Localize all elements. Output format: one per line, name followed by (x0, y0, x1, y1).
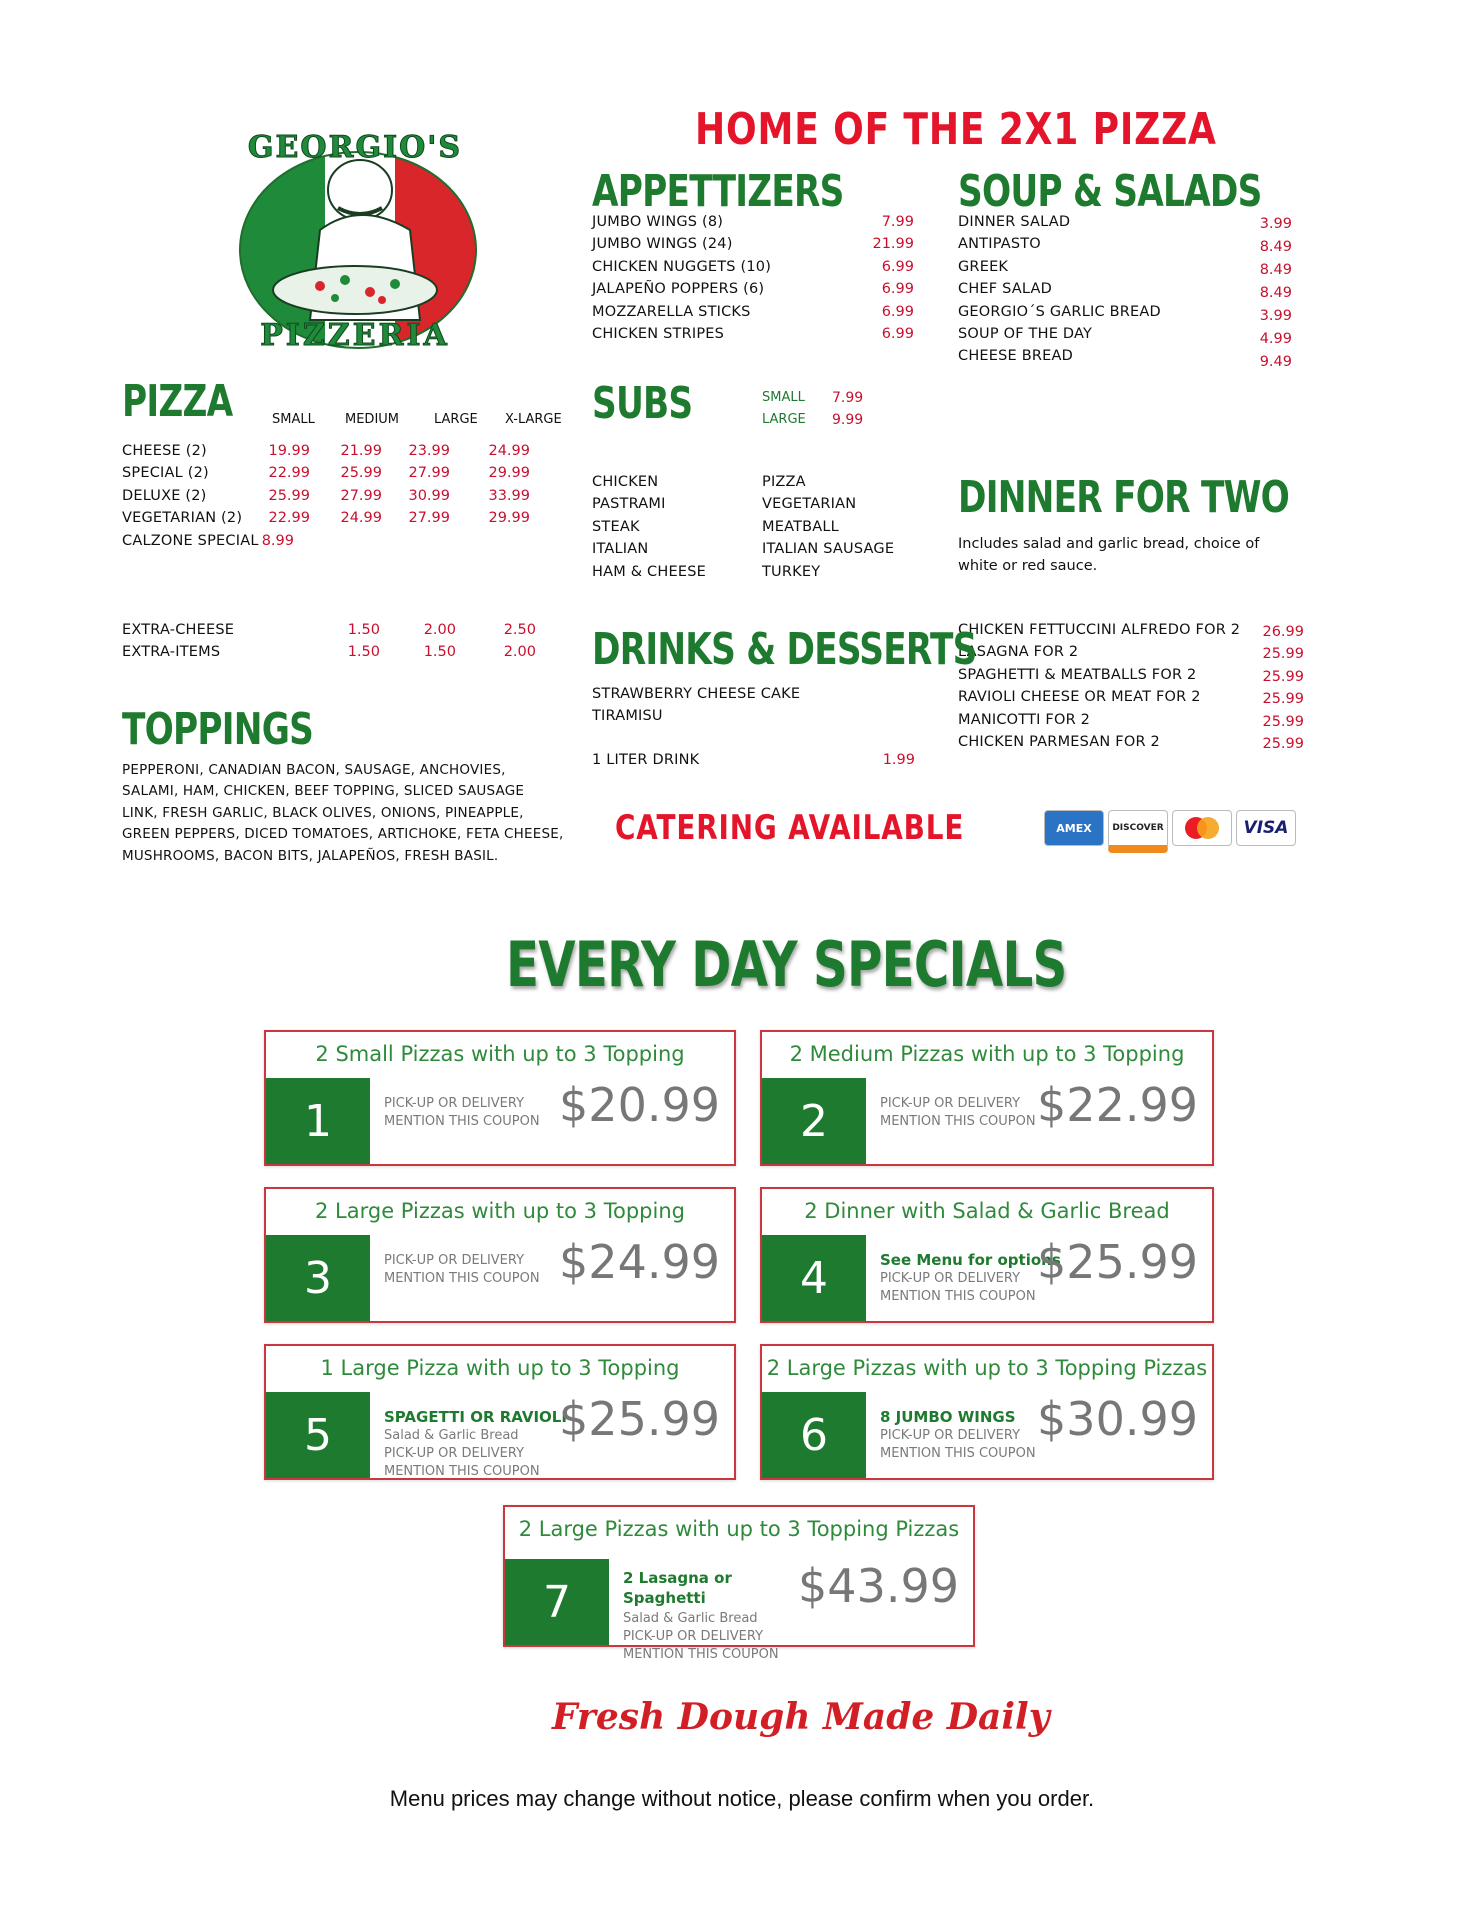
soup-name: CHEF SALAD (958, 281, 1053, 298)
subs-large-label: LARGE (762, 412, 806, 427)
coupon-number: 4 (762, 1235, 866, 1321)
coupon-5 (264, 1344, 736, 1480)
coupon-line-2: MENTION THIS COUPON (880, 1114, 1036, 1129)
dinner-title: DINNER FOR TWO (958, 472, 1290, 523)
toppings-title: TOPPINGS (122, 704, 314, 755)
pizza-name: CHEESE (2) (122, 443, 207, 459)
appetizer-price: 7.99 (881, 214, 914, 230)
coupon-line-1: PICK-UP OR DELIVERY (384, 1446, 525, 1461)
toppings-line: MUSHROOMS, BACON BITS, JALAPEÑOS, FRESH BASIL. (122, 847, 499, 864)
coupon-title: 2 Large Pizzas with up to 3 Topping (315, 1199, 685, 1223)
pizza-price: 25.99 (268, 487, 310, 504)
soup-name: ANTIPASTO (958, 236, 1041, 253)
coupon-extra: SPAGETTI OR RAVIOLI (384, 1408, 567, 1426)
appetizer-price: 6.99 (881, 326, 914, 342)
extra-price: 1.50 (423, 644, 456, 661)
coupon-2 (760, 1030, 1214, 1166)
pizza-name: SPECIAL (2) (122, 465, 209, 482)
coupon-price: $30.99 (1037, 1392, 1198, 1446)
coupon-line-2: MENTION THIS COUPON (384, 1271, 540, 1286)
coupon-7 (503, 1505, 975, 1662)
specials-title: EVERY DAY SPECIALS (506, 928, 1067, 1001)
appetizer-price: 21.99 (872, 236, 914, 253)
sub-item: VEGETARIAN (762, 496, 857, 513)
coupon-title: 2 Small Pizzas with up to 3 Topping (315, 1042, 685, 1066)
coupon-extra: 8 JUMBO WINGS (880, 1408, 1016, 1426)
banner-title: HOME OF THE 2X1 PIZZA (695, 104, 1217, 155)
sub-item: CHICKEN (592, 474, 659, 490)
pizza-size-header: MEDIUM (345, 412, 400, 427)
toppings-line: PEPPERONI, CANADIAN BACON, SAUSAGE, ANCHOVIES, (122, 762, 506, 778)
amex-card-icon: AMEX (1044, 810, 1104, 846)
visa-card-icon: VISA (1236, 810, 1296, 846)
mastercard-card-icon (1172, 810, 1232, 846)
coupon-title: 2 Medium Pizzas with up to 3 Topping (789, 1042, 1185, 1066)
coupon-4 (760, 1187, 1214, 1323)
appetizer-name: JALAPEÑO POPPERS (6) (592, 281, 765, 298)
soup-price: 4.99 (1259, 331, 1292, 347)
coupon-line-2: MENTION THIS COUPON (384, 1464, 540, 1479)
dinner-item-name: LASAGNA FOR 2 (958, 644, 1079, 661)
coupon-line-1: PICK-UP OR DELIVERY (880, 1271, 1021, 1286)
soup-price: 8.49 (1259, 285, 1292, 301)
coupon-number: 6 (762, 1392, 866, 1478)
catering-available: CATERING AVAILABLE (615, 808, 965, 848)
logo-top-text: GEORGIO'S (247, 130, 463, 165)
dinner-item-name: CHICKEN PARMESAN FOR 2 (958, 734, 1160, 750)
appetizer-name: CHICKEN STRIPES (592, 326, 725, 342)
dinner-item-name: CHICKEN FETTUCCINI ALFREDO FOR 2 (958, 622, 1241, 638)
coupon-number: 2 (762, 1078, 866, 1164)
sub-item: STEAK (592, 518, 640, 535)
coupon-extra-2: Spaghetti (623, 1589, 706, 1607)
pizza-title: PIZZA (122, 376, 233, 427)
soups-title: SOUP & SALADS (958, 166, 1262, 217)
pizza-price: 25.99 (340, 465, 382, 482)
coupon-line-1: PICK-UP OR DELIVERY (623, 1629, 764, 1644)
pizza-price: 27.99 (340, 487, 382, 504)
appetizer-name: JUMBO WINGS (24) (592, 236, 733, 253)
coupon-sub: Salad & Garlic Bread (623, 1611, 758, 1626)
extra-price: 2.50 (503, 622, 536, 638)
pizza-name: VEGETARIAN (2) (122, 510, 243, 527)
pizza-price: 22.99 (268, 510, 310, 527)
appetizer-price: 6.99 (881, 303, 914, 320)
coupon-6 (760, 1344, 1214, 1480)
appetizer-name: MOZZARELLA STICKS (592, 303, 751, 320)
toppings-line: LINK, FRESH GARLIC, BLACK OLIVES, ONIONS, PINEAPPLE, (122, 804, 524, 821)
coupon-number: 3 (266, 1235, 370, 1321)
subs-small-price: 7.99 (832, 390, 864, 406)
pizza-price: 27.99 (408, 465, 450, 482)
appetizer-name: JUMBO WINGS (8) (592, 214, 724, 230)
pizza-name: DELUXE (2) (122, 487, 207, 504)
coupon-line-2: MENTION THIS COUPON (880, 1289, 1036, 1304)
dinner-item-price: 25.99 (1262, 713, 1304, 730)
tagline: Fresh Dough Made Daily (552, 1696, 1050, 1738)
pizza-size-header: LARGE (434, 412, 478, 427)
dinner-desc-2: white or red sauce. (958, 558, 1098, 574)
toppings-line: SALAMI, HAM, CHICKEN, BEEF TOPPING, SLICED SAUSAGE (122, 783, 525, 800)
drink-name: 1 LITER DRINK (592, 752, 700, 768)
sub-item: HAM & CHEESE (592, 563, 706, 580)
appetizers-title: APPETTIZERS (592, 166, 844, 217)
extra-name: EXTRA-ITEMS (122, 644, 221, 661)
extra-price: 2.00 (423, 622, 456, 638)
coupon-1 (264, 1030, 736, 1166)
toppings-line: GREEN PEPPERS, DICED TOMATOES, ARTICHOKE, FETA CHEESE, (122, 826, 564, 843)
sub-item: ITALIAN (592, 541, 649, 558)
coupon-line-2: MENTION THIS COUPON (384, 1114, 540, 1129)
subs-large-price: 9.99 (832, 412, 864, 428)
pizza-price: 22.99 (268, 465, 310, 482)
coupon-number: 1 (266, 1078, 370, 1164)
dinner-item-price: 25.99 (1262, 646, 1304, 663)
pizza-size-header: X-LARGE (505, 412, 562, 427)
soup-name: GREEK (958, 258, 1009, 275)
soup-name: SOUP OF THE DAY (958, 326, 1093, 342)
coupon-line-2: MENTION THIS COUPON (623, 1647, 779, 1662)
dinner-desc-1: Includes salad and garlic bread, choice of (958, 536, 1260, 552)
pizza-price: 24.99 (340, 510, 382, 527)
discover-card-icon: DISCOVER (1108, 810, 1168, 853)
drink-price: 1.99 (882, 752, 915, 768)
coupon-price: $20.99 (559, 1078, 720, 1132)
coupon-line-2: MENTION THIS COUPON (880, 1446, 1036, 1461)
logo-bottom-text: PIZZERIA (260, 318, 450, 353)
pizza-price: 21.99 (340, 443, 382, 459)
dessert-item: STRAWBERRY CHEESE CAKE (592, 686, 801, 702)
soup-price: 8.49 (1259, 239, 1292, 255)
sub-item: ITALIAN SAUSAGE (762, 541, 895, 558)
soup-price: 3.99 (1259, 308, 1292, 324)
coupon-price: $24.99 (559, 1235, 720, 1289)
subs-small-label: SMALL (762, 390, 805, 405)
sub-item: MEATBALL (762, 518, 839, 535)
pizza-price: 23.99 (408, 443, 450, 459)
coupon-extra: See Menu for options (880, 1251, 1061, 1269)
dinner-item-name: MANICOTTI FOR 2 (958, 711, 1091, 728)
coupon-price: $22.99 (1037, 1078, 1198, 1132)
appetizer-name: CHICKEN NUGGETS (10) (592, 258, 772, 275)
coupon-price: $25.99 (1037, 1235, 1198, 1289)
coupon-line-1: PICK-UP OR DELIVERY (384, 1096, 525, 1111)
dinner-item-name: SPAGHETTI & MEATBALLS FOR 2 (958, 666, 1197, 683)
coupon-line-1: PICK-UP OR DELIVERY (880, 1096, 1021, 1111)
dinner-item-price: 25.99 (1262, 668, 1304, 685)
pizza-price: 8.99 (261, 532, 294, 549)
pizza-size-header: SMALL (272, 412, 315, 427)
pizza-price: 33.99 (488, 487, 530, 504)
coupon-title: 2 Large Pizzas with up to 3 Topping Pizzas (518, 1517, 960, 1541)
extra-price: 2.00 (503, 644, 536, 661)
coupon-title: 2 Dinner with Salad & Garlic Bread (804, 1199, 1170, 1223)
coupon-price: $43.99 (798, 1559, 959, 1613)
extra-name: EXTRA-CHEESE (122, 622, 235, 638)
soup-name: CHEESE BREAD (958, 348, 1073, 365)
pizza-price: 19.99 (268, 443, 310, 459)
footer-note: Menu prices may change without notice, please confirm when you order. (389, 1786, 1095, 1811)
extra-price: 1.50 (347, 622, 380, 638)
pizza-price: 29.99 (488, 465, 530, 482)
drinks-title: DRINKS & DESSERTS (592, 624, 977, 675)
sub-item: PASTRAMI (592, 496, 666, 513)
coupon-line-1: PICK-UP OR DELIVERY (880, 1428, 1021, 1443)
appetizer-price: 6.99 (881, 281, 914, 298)
coupon-3 (264, 1187, 736, 1323)
coupon-line-1: PICK-UP OR DELIVERY (384, 1253, 525, 1268)
mastercard-logo-icon (1180, 815, 1224, 841)
soup-name: DINNER SALAD (958, 214, 1071, 230)
dinner-item-price: 25.99 (1262, 691, 1304, 708)
appetizer-price: 6.99 (881, 258, 914, 275)
subs-title: SUBS (592, 378, 693, 429)
coupon-title: 2 Large Pizzas with up to 3 Topping Pizzas (766, 1356, 1208, 1380)
dessert-item: TIRAMISU (592, 708, 663, 725)
sub-item: TURKEY (762, 563, 821, 580)
pizza-price: 27.99 (408, 510, 450, 527)
coupon-number: 7 (505, 1559, 609, 1645)
logo (210, 120, 500, 370)
coupon-extra: 2 Lasagna or (623, 1569, 732, 1587)
dinner-item-name: RAVIOLI CHEESE OR MEAT FOR 2 (958, 689, 1201, 706)
soup-name: GEORGIO´S GARLIC BREAD (958, 303, 1161, 320)
soup-price: 9.49 (1259, 354, 1292, 370)
coupon-sub: Salad & Garlic Bread (384, 1428, 519, 1443)
pizza-name: CALZONE SPECIAL (122, 532, 259, 549)
pizza-price: 24.99 (488, 443, 530, 459)
pizza-price: 30.99 (408, 487, 450, 504)
soup-price: 3.99 (1259, 216, 1292, 232)
dinner-item-price: 25.99 (1262, 736, 1304, 752)
dinner-item-price: 26.99 (1262, 624, 1304, 640)
pizza-price: 29.99 (488, 510, 530, 527)
soup-price: 8.49 (1259, 262, 1292, 278)
sub-item: PIZZA (762, 474, 806, 490)
coupon-number: 5 (266, 1392, 370, 1478)
coupon-price: $25.99 (559, 1392, 720, 1446)
extra-price: 1.50 (347, 644, 380, 661)
coupon-title: 1 Large Pizza with up to 3 Topping (320, 1356, 680, 1380)
